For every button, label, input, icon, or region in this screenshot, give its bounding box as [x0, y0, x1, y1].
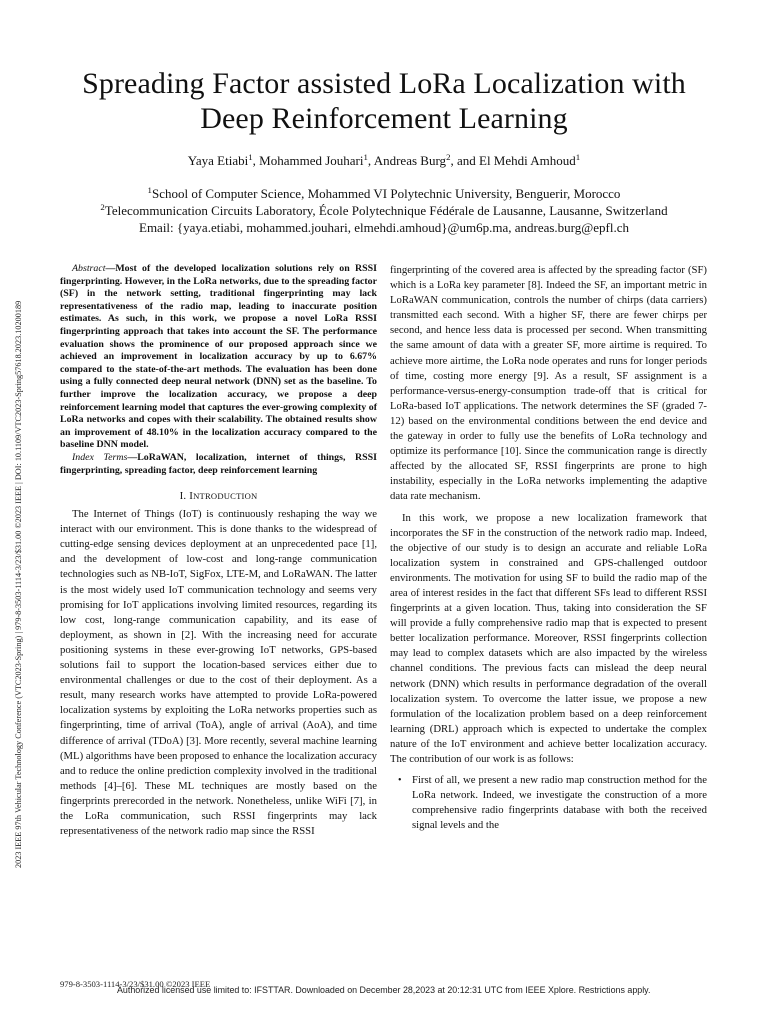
- paper-title: [40, 66, 728, 136]
- title-line-2: Deep Reinforcement Learning: [200, 102, 568, 135]
- right-column: [390, 263, 707, 833]
- footer-license-notice: Authorized licensed use limited to: IFSTTAR. Downloaded on December 28,2023 at 20:12:31 UTC from IEEE Xplore. Restrictions apply.: [117, 985, 651, 995]
- affiliation-1: $^1$School of Computer Science, Mohammed VI Polytechnic University, Benguerir, Morocco: [147, 185, 621, 201]
- section-heading-introduction: I. INTRODUCTION: [179, 490, 258, 503]
- author-list: Yaya Etiabi$^1$, Mohammed Jouhari$^1$, Andreas Burg$^2$, and El Mehdi Amhoud$^1$: [187, 152, 581, 168]
- author-name: Yaya Etiabi: [187, 153, 249, 168]
- intro-paragraph-2: fingerprinting of the covered area is affected by the spreading factor (SF) which is a LoRa key parameter [8]. Indeed the SF, an important metric in LoRaWAN communication, controls the number of chirps (data carriers) transmitted each second. With a higher SF, there are fewer chirps per second, and hence less data is processed per second. When transmitting the same amount of data with a greater SF, more airtime is required. To achieve more airtime, the LoRa node operates and runs for longer periods of time, costing more energy [9]. As a result, SF assignment is a performance-versus-energy-consumption trade-off that is critical for LoRa-based IoT applications. The network determines the SF (graded 7-12) based on the environmental conditions between the end device and the gateway in order to fully use the benefits of LoRa technology and optimize its performance [10]. Since the communication range is directly affected by the allocated SF, RSSI fingerprints are prone to high instability, especially in the LoRa networks implementing the adaptive data rate mechanism.: [390, 264, 707, 503]
- email-line: Email: {yaya.etiabi, mohammed.jouhari, elmehdi.amhoud}@um6p.ma, andreas.burg@epfl.ch: [139, 220, 629, 235]
- abstract: Abstract—Most of the developed localization solutions rely on RSSI fingerprinting. However, in the LoRa networks, due to the spreading factor (SF) in the network setting, traditional fingerprinting may lack representativeness of the radio map, leading to inaccurate position estimates. As such, in this work, we propose a novel LoRa RSSI fingerprinting approach that takes into account the SF. The performance evaluation shows the prominence of our proposed approach since we achieved an improvement in localization accuracy by up to 6.67% compared to the state-of-the-art methods. The evaluation has been done using a fully connected deep neural network (DNN) set as the baseline. To further improve the localization accuracy, we propose a deep reinforcement learning model that captures the ever-growing complexity of LoRa networks and copes with their scalability. The obtained results show an improvement of 48.10% in the localization accuracy compared to the baseline DNN model.: [60, 263, 377, 451]
- contribution-list: [390, 773, 707, 833]
- affiliations: [40, 185, 728, 236]
- affiliation-2: $^2$Telecommunication Circuits Laboratory, École Polytechnique Fédérale de Lausanne, Lausanne, Switzerland: [100, 202, 668, 218]
- author-name: and El Mehdi Amhoud: [456, 153, 576, 168]
- side-strip-citation: 2023 IEEE 97th Vehicular Technology Conference (VTC2023-Spring) | 979-8-3503-1114-3/23/$31.00 ©2023 IEEE | DOI: 10.1109/VTC2023-Spring57618.2023.10200189: [14, 300, 23, 868]
- intro-paragraph-1: The Internet of Things (IoT) is continuously reshaping the way we interact with our environment. This is done thanks to the widespread of cutting-edge sensing devices deployment at an unprecedented pace [1], and the development of low-cost and long-range communication technologies such as NB-IoT, SigFox, LTE-M, and LoRaWAN. The latter is the most widely used IoT communication technology and seems very promising for IoT applications involving limited resources, regarding its low cost, long-range communication capability, and its ease of deployment, as shown in [2]. With the increasing need for accurate positioning systems in these ever-growing IoT networks, GPS-based solutions fail to support the location-based services either due to environmental challenges or due to the cost of their deployment. As a result, many research works have attempted to provide LoRa-powered localization systems by exploiting the LoRa networks properties such as fingerprinting, time of arrival (ToA), angle of arrival (AoA), and time difference of arrival (TDoA) [3]. More recently, several machine learning (ML) algorithms have been proposed to enhance the localization accuracy and to reduce the online prediction complexity involved in the traditional methods [4]–[6]. These ML techniques are mostly based on the fingerprints prerecorded in the network. Nonetheless, unlike WiFi [7], in the LoRa communication, such RSSI fingerprints may lack representativeness of the network radio map since the RSSI: [60, 508, 377, 838]
- list-item: • First of all, we present a new radio map construction method for the LoRa network. Indeed, we investigate the construction of a more comprehensive radio fingerprints database with both the received signal levels and the: [398, 774, 707, 832]
- author-name: Mohammed Jouhari: [259, 153, 364, 168]
- bullet-icon: •: [398, 775, 402, 787]
- title-line-1: Spreading Factor assisted LoRa Localization with: [82, 67, 686, 100]
- author-name: Andreas Burg: [373, 153, 447, 168]
- index-terms: Index Terms—LoRaWAN, localization, internet of things, RSSI fingerprinting, spreading factor, deep reinforcement learning: [60, 451, 377, 476]
- footer-isbn: 979-8-3503-1114-3/23/$31.00 ©2023 IEEE: [60, 979, 211, 989]
- intro-paragraph-3: In this work, we propose a new localization framework that incorporates the SF in the construction of the network radio map. Indeed, the objective of our study is to design an accurate and reliable LoRa localization system in constrained and GPS-challenged outdoor environments. The motivation for using SF to build the radio map of the area of interest resides in the fact that different SFs lead to different RSSI fingerprints at a given location. Thus, taking into consideration the SF will provide a fully comprehensive radio map that is expected to present better localization performance. Moreover, RSSI fingerprints collection may lead to complex datasets which are also impacted by the wireless channel conditions. The previous facts can mislead the deep neural network (DNN) which results in performance degradation of the overall localization system. To overcome the latter issue, we propose a new formulation of the localization problem based on a deep reinforcement learning (DRL) approach which is expected to undertake the complex nature of the IoT environment and achieve better localization accuracy. The contribution of our work is as follows:: [390, 511, 707, 765]
- left-column: [60, 263, 377, 839]
